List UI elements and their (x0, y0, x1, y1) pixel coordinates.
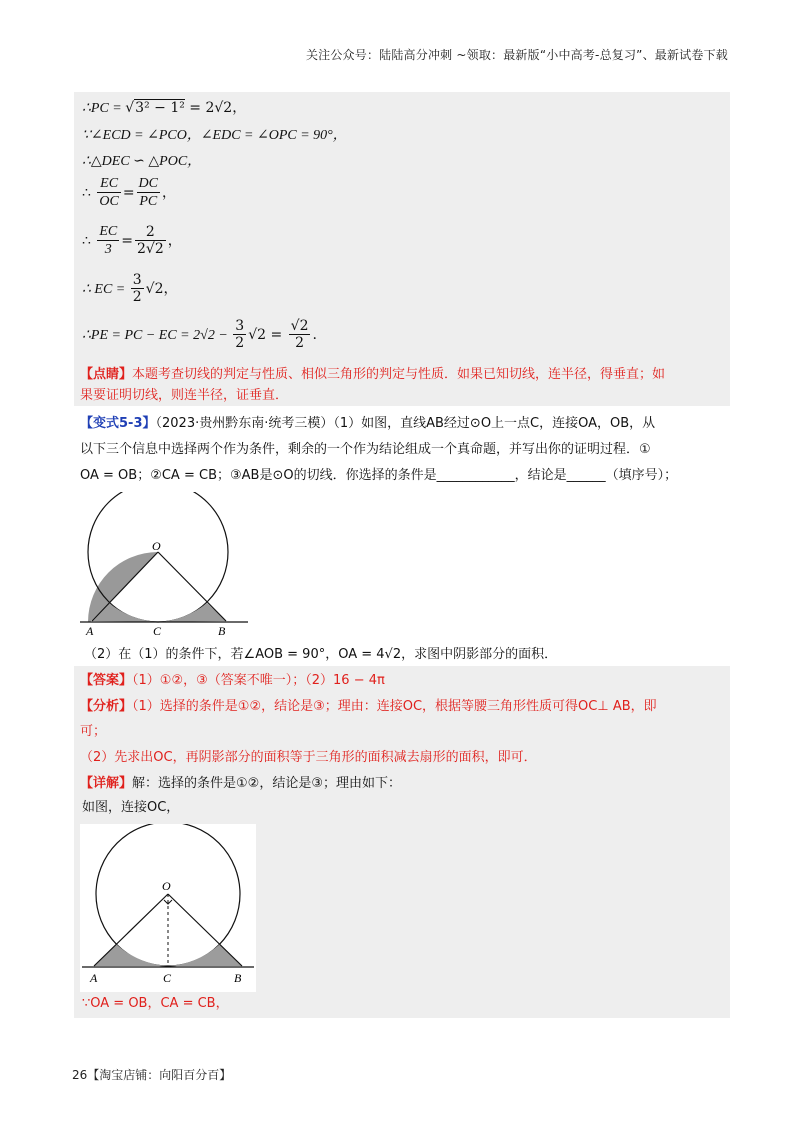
fraction-3-2: $\frac{3}{2}$ (132, 272, 142, 305)
label-o: O (162, 879, 171, 893)
answer-line: 【答案】（1）①②，③（答案不唯一）；（2）16 − 4π (80, 673, 385, 688)
proof-line-3: ∴△DEC ∽ △POC， (82, 154, 202, 169)
detail-line-2: 如图，连接OC， (82, 800, 180, 815)
problem-line-1: 【变式5-3】（2023·贵州黔东南·统考三模）（1）如图，直线AB经过⊙O上一点C，连接OA，OB，从 (80, 416, 656, 431)
fraction-ec-oc: $\frac{EC}{OC}$ (99, 176, 119, 209)
page-number: 26 (72, 1068, 88, 1082)
analysis-line-3: （2）先求出OC，再阴影部分的面积等于三角形的面积减去扇形的面积，即可． (80, 750, 537, 765)
proof-line-6: ∴ EC = $\frac{3}{2}$ √2， (82, 272, 178, 305)
figure-circle-tangent-2 (80, 824, 256, 992)
fraction-2-2sqrt2: $\frac{2}{2√2}$ (136, 224, 164, 257)
analysis-line-1: 【分析】（1）选择的条件是①②，结论是③；理由：连接OC，根据等腰三角形性质可得OC⊥ AB，即 (80, 699, 657, 714)
comment-line-2: 果要证明切线，则连半径，证垂直． (80, 388, 289, 403)
figure-circle-tangent-1 (80, 492, 250, 640)
page-header: 关注公众号：陆陆高分冲刺 ~领取：最新版“小中高考-总复习”、最新试卷下载 (305, 48, 728, 62)
proof-line-1: ∴PC = √3² − 1² = 2√2， (82, 100, 247, 116)
label-c: C (153, 624, 162, 638)
problem-line-2: 以下三个信息中选择两个作为条件，剩余的一个作为结论组成一个真命题，并写出你的证明过程．① (80, 442, 651, 457)
problem-part-2: （2）在（1）的条件下，若∠AOB = 90°，OA = 4√2，求图中阴影部分的面积． (84, 647, 558, 662)
label-c: C (163, 971, 172, 985)
analysis-line-2: 可； (80, 724, 107, 739)
label-a: A (90, 971, 98, 985)
page-footer (72, 1066, 231, 1083)
segment-ob (158, 552, 226, 621)
fraction-sqrt2-2: $\frac{√2}{2}$ (290, 318, 309, 351)
label-b: B (234, 971, 242, 985)
problem-line-3: OA = OB；②CA = CB；③AB是⊙O的切线．你选择的条件是____________，结论是______（填序号）； (80, 468, 678, 483)
fraction-3-2-b: $\frac{3}{2}$ (235, 318, 245, 351)
proof-line-4: ∴ $\frac{EC}{OC}$ = $\frac{DC}{PC}$ ， (82, 176, 176, 209)
label-a: A (86, 624, 94, 638)
detail-line-1: 【详解】解：选择的条件是①②，结论是③；理由如下： (80, 776, 401, 791)
detail-last-line: ∵OA = OB，CA = CB， (82, 996, 229, 1011)
shop-name: 【淘宝店铺：向阳百分百】 (87, 1068, 232, 1082)
label-b: B (218, 624, 226, 638)
shade-area-right (158, 603, 226, 622)
comment-line-1: 【点睛】本题考查切线的判定与性质、相似三角形的判定与性质．如果已知切线，连半径，得垂直；如 (80, 367, 666, 382)
proof-line-2: ∵∠ECD = ∠PCO，∠EDC = ∠OPC = 90°， (82, 128, 347, 143)
fraction-dc-pc: $\frac{DC}{PC}$ (138, 176, 158, 209)
proof-line-7: ∴PE = PC − EC = 2√2 − $\frac{3}{2}$ √2 = $\frac{√2}{2}$ . (82, 318, 317, 351)
fraction-ec-3: $\frac{EC}{3}$ (99, 224, 118, 257)
proof-line-5: ∴ $\frac{EC}{3}$ = $\frac{2}{2√2}$ ， (82, 224, 182, 257)
label-o: O (152, 539, 161, 553)
